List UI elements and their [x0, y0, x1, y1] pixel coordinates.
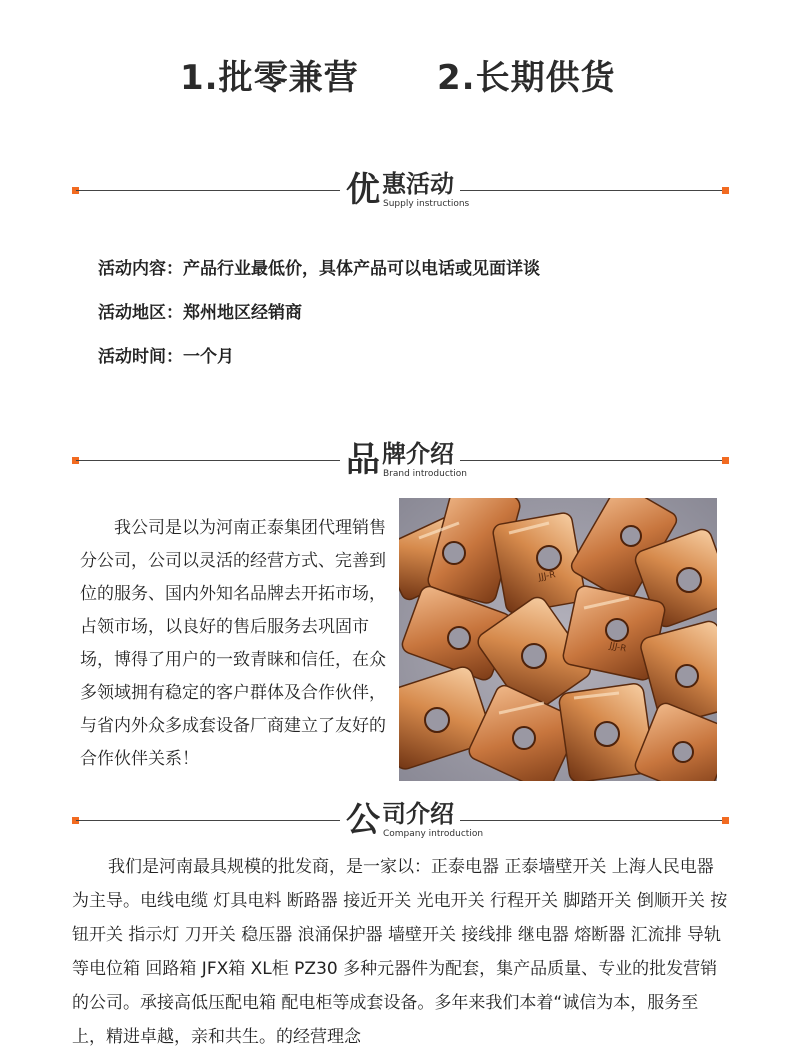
section-title-first-char: 品 — [346, 440, 380, 480]
copper-terminals-photo — [399, 498, 717, 781]
brand-section-header — [72, 440, 730, 494]
section-title-rest: 牌介绍 — [382, 440, 454, 468]
divider-line — [460, 190, 724, 191]
divider-line — [76, 190, 340, 191]
company-introduction-text: 我们是河南最具规模的批发商，是一家以：正泰电器 正泰墙壁开关 上海人民电器为主导。电线电缆 灯具电料 断路器 接近开关 光电开关 行程开关 脚踏开关 倒顺开关 按钮开关 指示灯 刀开关 稳压器 浪涌保护器 墙壁开关 接线排 继电器 熔断器 汇流排 导轨 等电位箱 回路箱 JFX箱 XL柜 PZ30 多种元器件为配套，集产品质量、专业的批发营销的公司。承接高低压配电箱 配电柜等成套设备。多年来我们本着“诚信为本，服务至上，精进卓越，亲和共生。的经营理念 — [72, 857, 728, 1047]
promotion-details — [98, 258, 738, 390]
section-title-first-char: 优 — [346, 170, 380, 210]
section-subtitle: Supply instructions — [383, 199, 470, 209]
section-title-rest: 惠活动 — [382, 170, 454, 198]
divider-line — [76, 460, 340, 461]
section-subtitle: Brand introduction — [383, 469, 468, 479]
promotion-region-line: 活动地区：郑州地区经销商 — [98, 303, 302, 323]
terminal-stamp-text: JJJ-R — [537, 570, 557, 583]
copper-terminals-illustration — [399, 498, 717, 781]
orange-dot-icon — [722, 187, 729, 194]
promotion-time-line: 活动时间：一个月 — [98, 347, 234, 367]
section-subtitle: Company introduction — [383, 829, 484, 839]
brand-introduction-text: 我公司是以为河南正泰集团代理销售分公司，公司以灵活的经营方式、完善到位的服务、国内外知名品牌去开拓市场，占领市场，以良好的售后服务去巩固市场，博得了用户的一致青睐和信任，在众多领域拥有稳定的客户群体及合作伙伴，与省内外众多成套设备厂商建立了友好的合作伙伴关系！ — [80, 518, 386, 769]
section-title-first-char: 公 — [346, 800, 380, 840]
promotion-content-line: 活动内容：产品行业最低价，具体产品可以电话或见面详谈 — [98, 259, 540, 279]
headline-item-2: 2.长期供货 — [437, 58, 616, 98]
company-section-header — [72, 800, 730, 854]
divider-line — [460, 460, 724, 461]
divider-line — [76, 820, 340, 821]
terminal-stamp-text: JJJ-R — [608, 641, 628, 655]
orange-dot-icon — [722, 817, 729, 824]
headline-item-1: 1.批零兼营 — [180, 58, 359, 98]
promotion-section-header — [72, 170, 730, 224]
headline — [0, 50, 800, 98]
divider-line — [460, 820, 724, 821]
orange-dot-icon — [722, 457, 729, 464]
section-title-rest: 司介绍 — [382, 800, 454, 828]
